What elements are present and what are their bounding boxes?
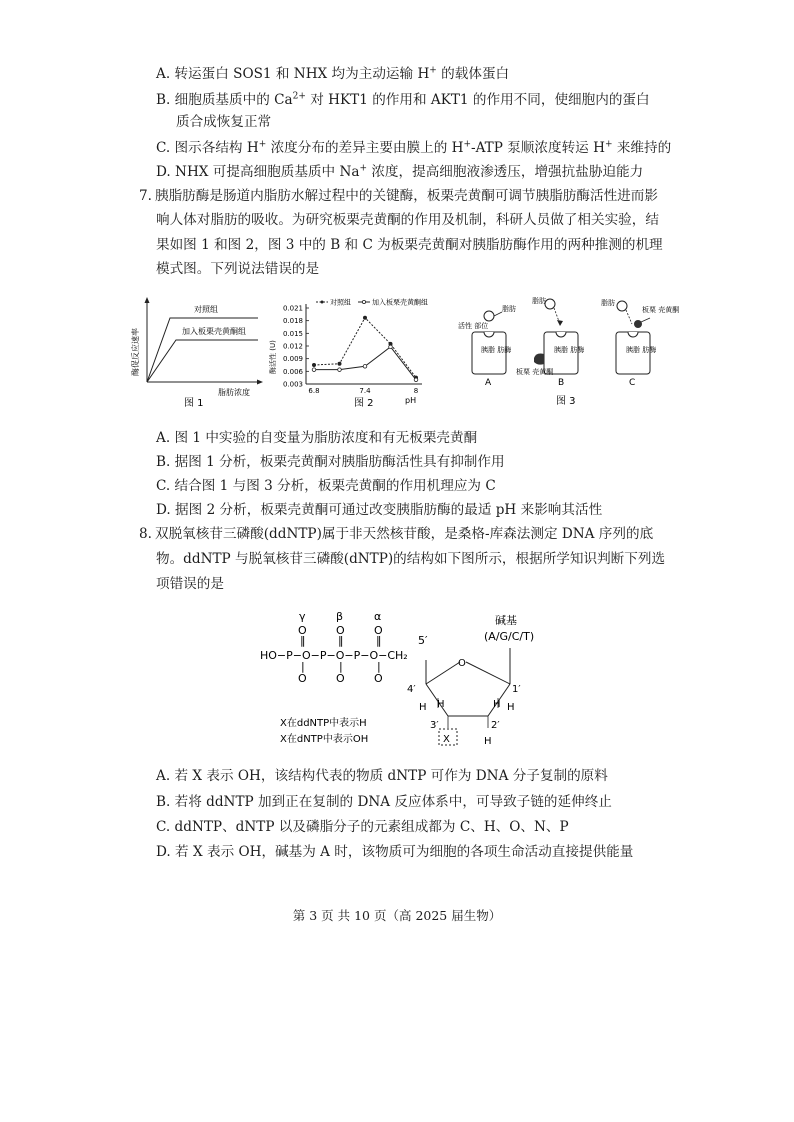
fig2-ytick-label-1: 0.006	[282, 367, 303, 376]
svg-text:O: O	[374, 672, 383, 685]
figure-2	[266, 296, 450, 410]
h-c2-down: H	[484, 736, 492, 747]
q8-stem-line-1: 8. 双脱氧核苷三磷酸(ddNTP)属于非天然核苷酸，是桑格-库森法测定 DNA 序列的底	[139, 526, 654, 542]
h-c1: H	[507, 702, 515, 713]
page-footer: 第 3 页 共 10 页（高 2025 届生物）	[292, 908, 502, 923]
fig2-point-1-2	[363, 364, 367, 368]
svg-text:O: O	[298, 624, 307, 637]
fig2-series-line-0	[314, 318, 416, 378]
fig3-panel-c	[601, 298, 679, 388]
label-4prime: 4′	[407, 684, 416, 695]
q7-stem-line-3: 果如图 1 和图 2，图 3 中的 B 和 C 为板栗壳黄酮对胰脂肪酶作用的两种推测的机理	[156, 237, 663, 253]
q8-option-c: C. ddNTP、dNTP 以及磷脂分子的元素组成都为 C、H、O、N、P	[156, 819, 569, 835]
q7-option-c: C. 结合图 1 与图 3 分析，板栗壳黄酮的作用机理应为 C	[156, 478, 496, 494]
label-3prime: 3′	[430, 720, 439, 731]
h-c2: H	[493, 699, 501, 710]
figure-1	[126, 296, 266, 410]
q7-stem-line-1: 7. 胰脂肪酶是肠道内脂肪水解过程中的关键酶，板栗壳黄酮可调节胰脂肪酶活性进而影	[139, 188, 658, 204]
fig1-x-arrow	[257, 380, 263, 385]
fig2-xtick-label-1: 7.4	[359, 387, 371, 395]
q8-option-b: B. 若将 ddNTP 加到正在复制的 DNA 反应体系中，可导致子链的延伸终止	[156, 794, 612, 810]
fig3-a-fat-label: 脂肪	[502, 305, 516, 313]
figure-3	[456, 296, 680, 410]
q8-stem-line-3: 项错误的是	[156, 576, 224, 592]
q7-stem-line-2: 响人体对脂肪的吸收。为研究板栗壳黄酮的作用及机制，科研人员做了相关实验，结	[156, 212, 659, 228]
fig1-caption: 图 1	[184, 398, 204, 409]
fig2-legend-marker-2	[362, 300, 365, 303]
q7-stem-line-4: 模式图。下列说法错误的是	[156, 261, 320, 277]
fig3-panel-b	[516, 296, 584, 388]
svg-text:‖: ‖	[300, 634, 306, 647]
q8-option-d: D. 若 X 表示 OH，碱基为 A 时，该物质可为细胞的各项生命活动直接提供能量	[156, 844, 634, 860]
q8-option-a: A. 若 X 表示 OH，该结构代表的物质 dNTP 可作为 DNA 分子复制的原料	[156, 768, 608, 784]
q7-option-b: B. 据图 1 分析，板栗壳黄酮对胰脂肪酶活性具有抑制作用	[156, 454, 505, 470]
svg-text:‖: ‖	[376, 634, 382, 647]
fig2-ytick-label-2: 0.009	[282, 355, 303, 364]
fig3-c-fat	[617, 301, 627, 311]
fig2-point-0-1	[338, 362, 341, 365]
fig3-caption: 图 3	[556, 396, 576, 407]
fig1-flavone-curve	[147, 340, 258, 382]
fig3-b-flavone	[534, 354, 544, 365]
svg-text:‖: ‖	[338, 634, 344, 647]
q6-option-c: C. 图示各结构 H+ 浓度分布的差异主要由膜上的 H+-ATP 泵顺浓度转运 H+ 来维持的	[156, 139, 672, 156]
svg-text:O: O	[374, 624, 383, 637]
fig3-c-flavone	[634, 320, 642, 328]
fig1-flavone-label: 加入板栗壳黄酮组	[182, 327, 246, 336]
fig1-ylabel: 酶促反应速率	[131, 328, 140, 376]
q7-option-d: D. 据图 2 分析，板栗壳黄酮可通过改变胰脂肪酶的最适 pH 来影响其活性	[156, 502, 603, 518]
fig2-ytick-label-0: 0.003	[282, 380, 303, 389]
fig2-point-1-0	[312, 368, 316, 372]
label-1prime: 1′	[512, 684, 521, 695]
note-dntp: X在dNTP中表示OH	[280, 734, 369, 745]
base-types: (A/G/C/T)	[484, 630, 535, 643]
dntp-structure	[252, 604, 572, 754]
label-alpha: α	[374, 610, 382, 623]
q6-option-b: B. 细胞质基质中的 $Ca^{2+}$ 对 HKT1 的作用和 AKT1 的作用不同，使细胞内的蛋白	[156, 91, 650, 108]
fig2-legend-1: 对照组	[330, 298, 351, 307]
q6-option-a: A. 转运蛋白 SOS1 和 NHX 均为主动运输 H+ 的载体蛋白	[156, 65, 510, 82]
fig2-legend-marker-1	[321, 301, 324, 304]
fig3-b-fat-label: 脂肪	[532, 297, 546, 305]
fig2-point-1-3	[389, 345, 393, 349]
fig2-ytick-label-5: 0.018	[282, 317, 303, 326]
svg-text:O: O	[298, 672, 307, 685]
q6-option-b-cont: 质合成恢复正常	[176, 114, 272, 130]
svg-text:|: |	[377, 660, 381, 673]
label-2prime: 2′	[491, 720, 500, 731]
fig2-point-1-4	[414, 378, 418, 382]
svg-text:|: |	[301, 660, 305, 673]
fig2-ytick-label-3: 0.012	[282, 342, 303, 351]
fig3-c-flavone-label: 板栗 壳黄酮	[642, 306, 680, 314]
phosphate-chain: HO−P−O−P−O−P−O−CH₂	[260, 649, 408, 662]
svg-text:O: O	[336, 624, 345, 637]
fig3-b-flavone-label: 板栗 壳黄酮	[516, 368, 554, 376]
fig2-point-0-2	[363, 316, 366, 319]
svg-text:O: O	[336, 672, 345, 685]
fig2-ytick-label-6: 0.021	[282, 304, 303, 313]
note-ddntp: X在ddNTP中表示H	[280, 718, 367, 729]
fig3-b-enzyme-label: 胰脂 肪酶	[554, 346, 585, 354]
fig2-legend-2: 加入板栗壳黄酮组	[372, 298, 428, 307]
fig3-a-enzyme-label: 胰脂 肪酶	[481, 346, 512, 354]
q8-stem-line-2: 物。ddNTP 与脱氧核苷三磷酸(dNTP)的结构如下图所示，根据所学知识判断下列选	[156, 551, 666, 567]
fig2-series-line-1	[314, 347, 416, 380]
fig2-ytick-label-4: 0.015	[282, 329, 303, 338]
fig3-a-site-label: 活性 部位	[458, 322, 489, 330]
q7-option-a: A. 图 1 中实验的自变量为脂肪浓度和有无板栗壳黄酮	[156, 430, 478, 446]
fig2-ylabel: 酶活性 (U)	[269, 340, 277, 374]
fig3-label-a: A	[485, 378, 492, 388]
h-c4: H	[419, 702, 427, 713]
svg-text:O: O	[458, 658, 466, 669]
fig2-point-0-0	[312, 363, 315, 366]
fig3-label-b: B	[558, 378, 565, 388]
fig2-xtick-label-2: 8	[413, 387, 419, 395]
fig2-xlabel: pH	[405, 396, 417, 405]
fig1-xlabel: 脂肪浓度	[218, 388, 250, 397]
label-beta: β	[336, 610, 344, 623]
fig1-control-label: 对照组	[194, 305, 218, 314]
fig3-c-enzyme-label: 胰脂 肪酶	[626, 346, 657, 354]
label-5prime: 5′	[418, 634, 428, 647]
fig2-caption: 图 2	[354, 398, 374, 409]
svg-text:|: |	[339, 660, 343, 673]
fig2-xtick-label-0: 6.8	[308, 387, 320, 395]
fig3-a-fat	[484, 311, 494, 321]
label-gamma: γ	[299, 610, 306, 623]
base-label: 碱基	[495, 614, 517, 627]
fig1-y-arrow	[145, 297, 150, 303]
fig3-panel-a	[458, 304, 516, 388]
h-c3: H	[437, 699, 445, 710]
fig3-label-c: C	[629, 378, 636, 388]
fig2-point-1-1	[338, 368, 342, 372]
fig3-b-fat	[545, 299, 555, 309]
q6-option-d: D. NHX 可提高细胞质基质中 Na+ 浓度，提高细胞液渗透压，增强抗盐胁迫能力	[156, 163, 644, 180]
x-label: X	[443, 734, 450, 745]
fig3-c-fat-label: 脂肪	[601, 299, 615, 307]
